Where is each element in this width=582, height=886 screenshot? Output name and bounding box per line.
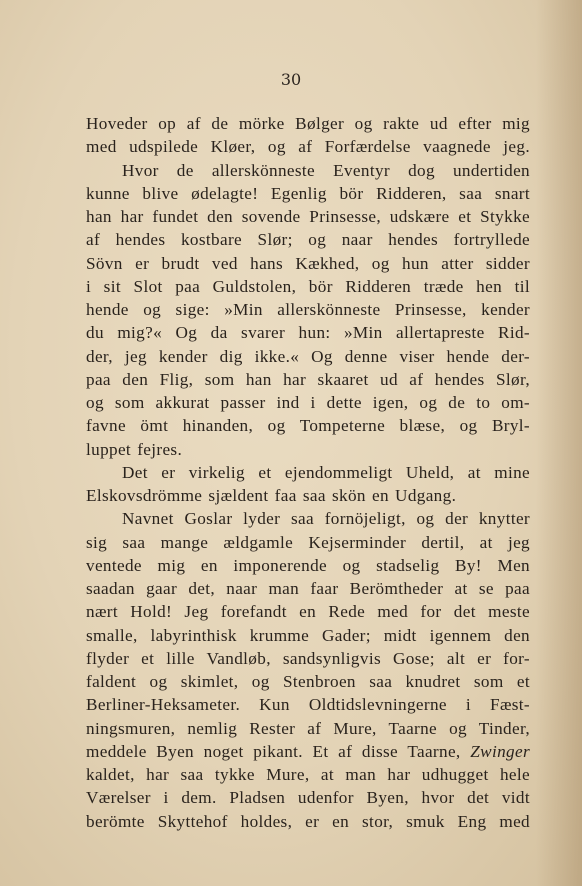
text-line: hende og sige: »Min allerskönneste Prinsesse, kender bbox=[86, 300, 530, 319]
text-line: nært Hold! Jeg forefandt en Rede med for det meste bbox=[86, 602, 530, 622]
page-number: 30 bbox=[280, 70, 302, 89]
text-line: Navnet Goslar lyder saa fornöjeligt, og der knytter bbox=[122, 509, 530, 529]
text-line: Det er virkelig et ejendommeligt Uheld, at mine bbox=[122, 462, 530, 482]
text-line: og som akkurat passer ind i dette igen, og de to om- bbox=[86, 393, 530, 412]
text-line: Hoveder op af de mörke Bølger og rakte ud efter mig bbox=[86, 114, 530, 133]
text-line: Elskovsdrömme sjældent faa saa skön en Udgang. bbox=[86, 486, 457, 505]
text-line: luppet fejres. bbox=[86, 439, 183, 459]
text-line: han har fundet den sovende Prinsesse, udskære et Stykke bbox=[86, 207, 530, 226]
text-line: ningsmuren, nemlig Rester af Mure, Taarne og Tinder, bbox=[86, 718, 530, 738]
text-line: kaldet, har saa tykke Mure, at man har udhugget hele bbox=[86, 765, 530, 784]
text-line: i sit Slot paa Guldstolen, bör Ridderen træde hen til bbox=[86, 276, 530, 296]
text-line: Hvor de allerskönneste Eventyr dog undertiden bbox=[122, 160, 530, 180]
text-line: Sövn er brudt ved hans Kækhed, og hun atter sidder bbox=[86, 253, 530, 273]
text-line: der, jeg kender dig ikke.« Og denne viser hende der- bbox=[86, 346, 530, 366]
text-line: sig saa mange ældgamle Kejserminder dertil, at jeg bbox=[86, 532, 530, 552]
text-line: kunne blive ødelagte! Egenlig bör Ridderen, saa snart bbox=[86, 183, 530, 203]
text-line: med udspilede Kløer, og af Forfærdelse vaagnede jeg. bbox=[86, 137, 530, 157]
text-line: faldent og skimlet, og Stenbroen saa knudret som et bbox=[86, 672, 530, 691]
text-line-with-emphasis bbox=[86, 740, 530, 763]
text-line: smalle, labyrinthisk krumme Gader; midt igennem den bbox=[86, 625, 530, 645]
body-text bbox=[86, 112, 530, 833]
emphasis-word: Zwinger bbox=[470, 741, 531, 761]
text-line: af hendes kostbare Slør; og naar hendes fortryllede bbox=[86, 230, 530, 250]
text-line-segment: meddele Byen noget pikant. Et af disse Taarne, bbox=[86, 741, 461, 761]
text-line: ventede mig en imponerende og stadselig By! Men bbox=[86, 555, 530, 575]
text-line: flyder et lille Vandløb, sandsynligvis Gose; alt er for- bbox=[86, 648, 530, 668]
text-line: favne ömt hinanden, og Tompeterne blæse, og Bryl- bbox=[86, 416, 530, 436]
text-line: berömte Skyttehof holdes, er en stor, smuk Eng med bbox=[86, 811, 530, 831]
text-line: Værelser i dem. Pladsen udenfor Byen, hvor det vidt bbox=[86, 788, 530, 808]
text-line: du mig?« Og da svarer hun: »Min allertapreste Rid- bbox=[86, 323, 530, 343]
text-line: paa den Flig, som han har skaaret ud af hendes Slør, bbox=[86, 369, 530, 389]
page-edge-shadow bbox=[536, 0, 582, 886]
text-line: saadan gaar det, naar man faar Berömtheder at se paa bbox=[86, 579, 530, 598]
text-line: Berliner-Heksameter. Kun Oldtidslevningerne i Fæst- bbox=[86, 695, 530, 715]
